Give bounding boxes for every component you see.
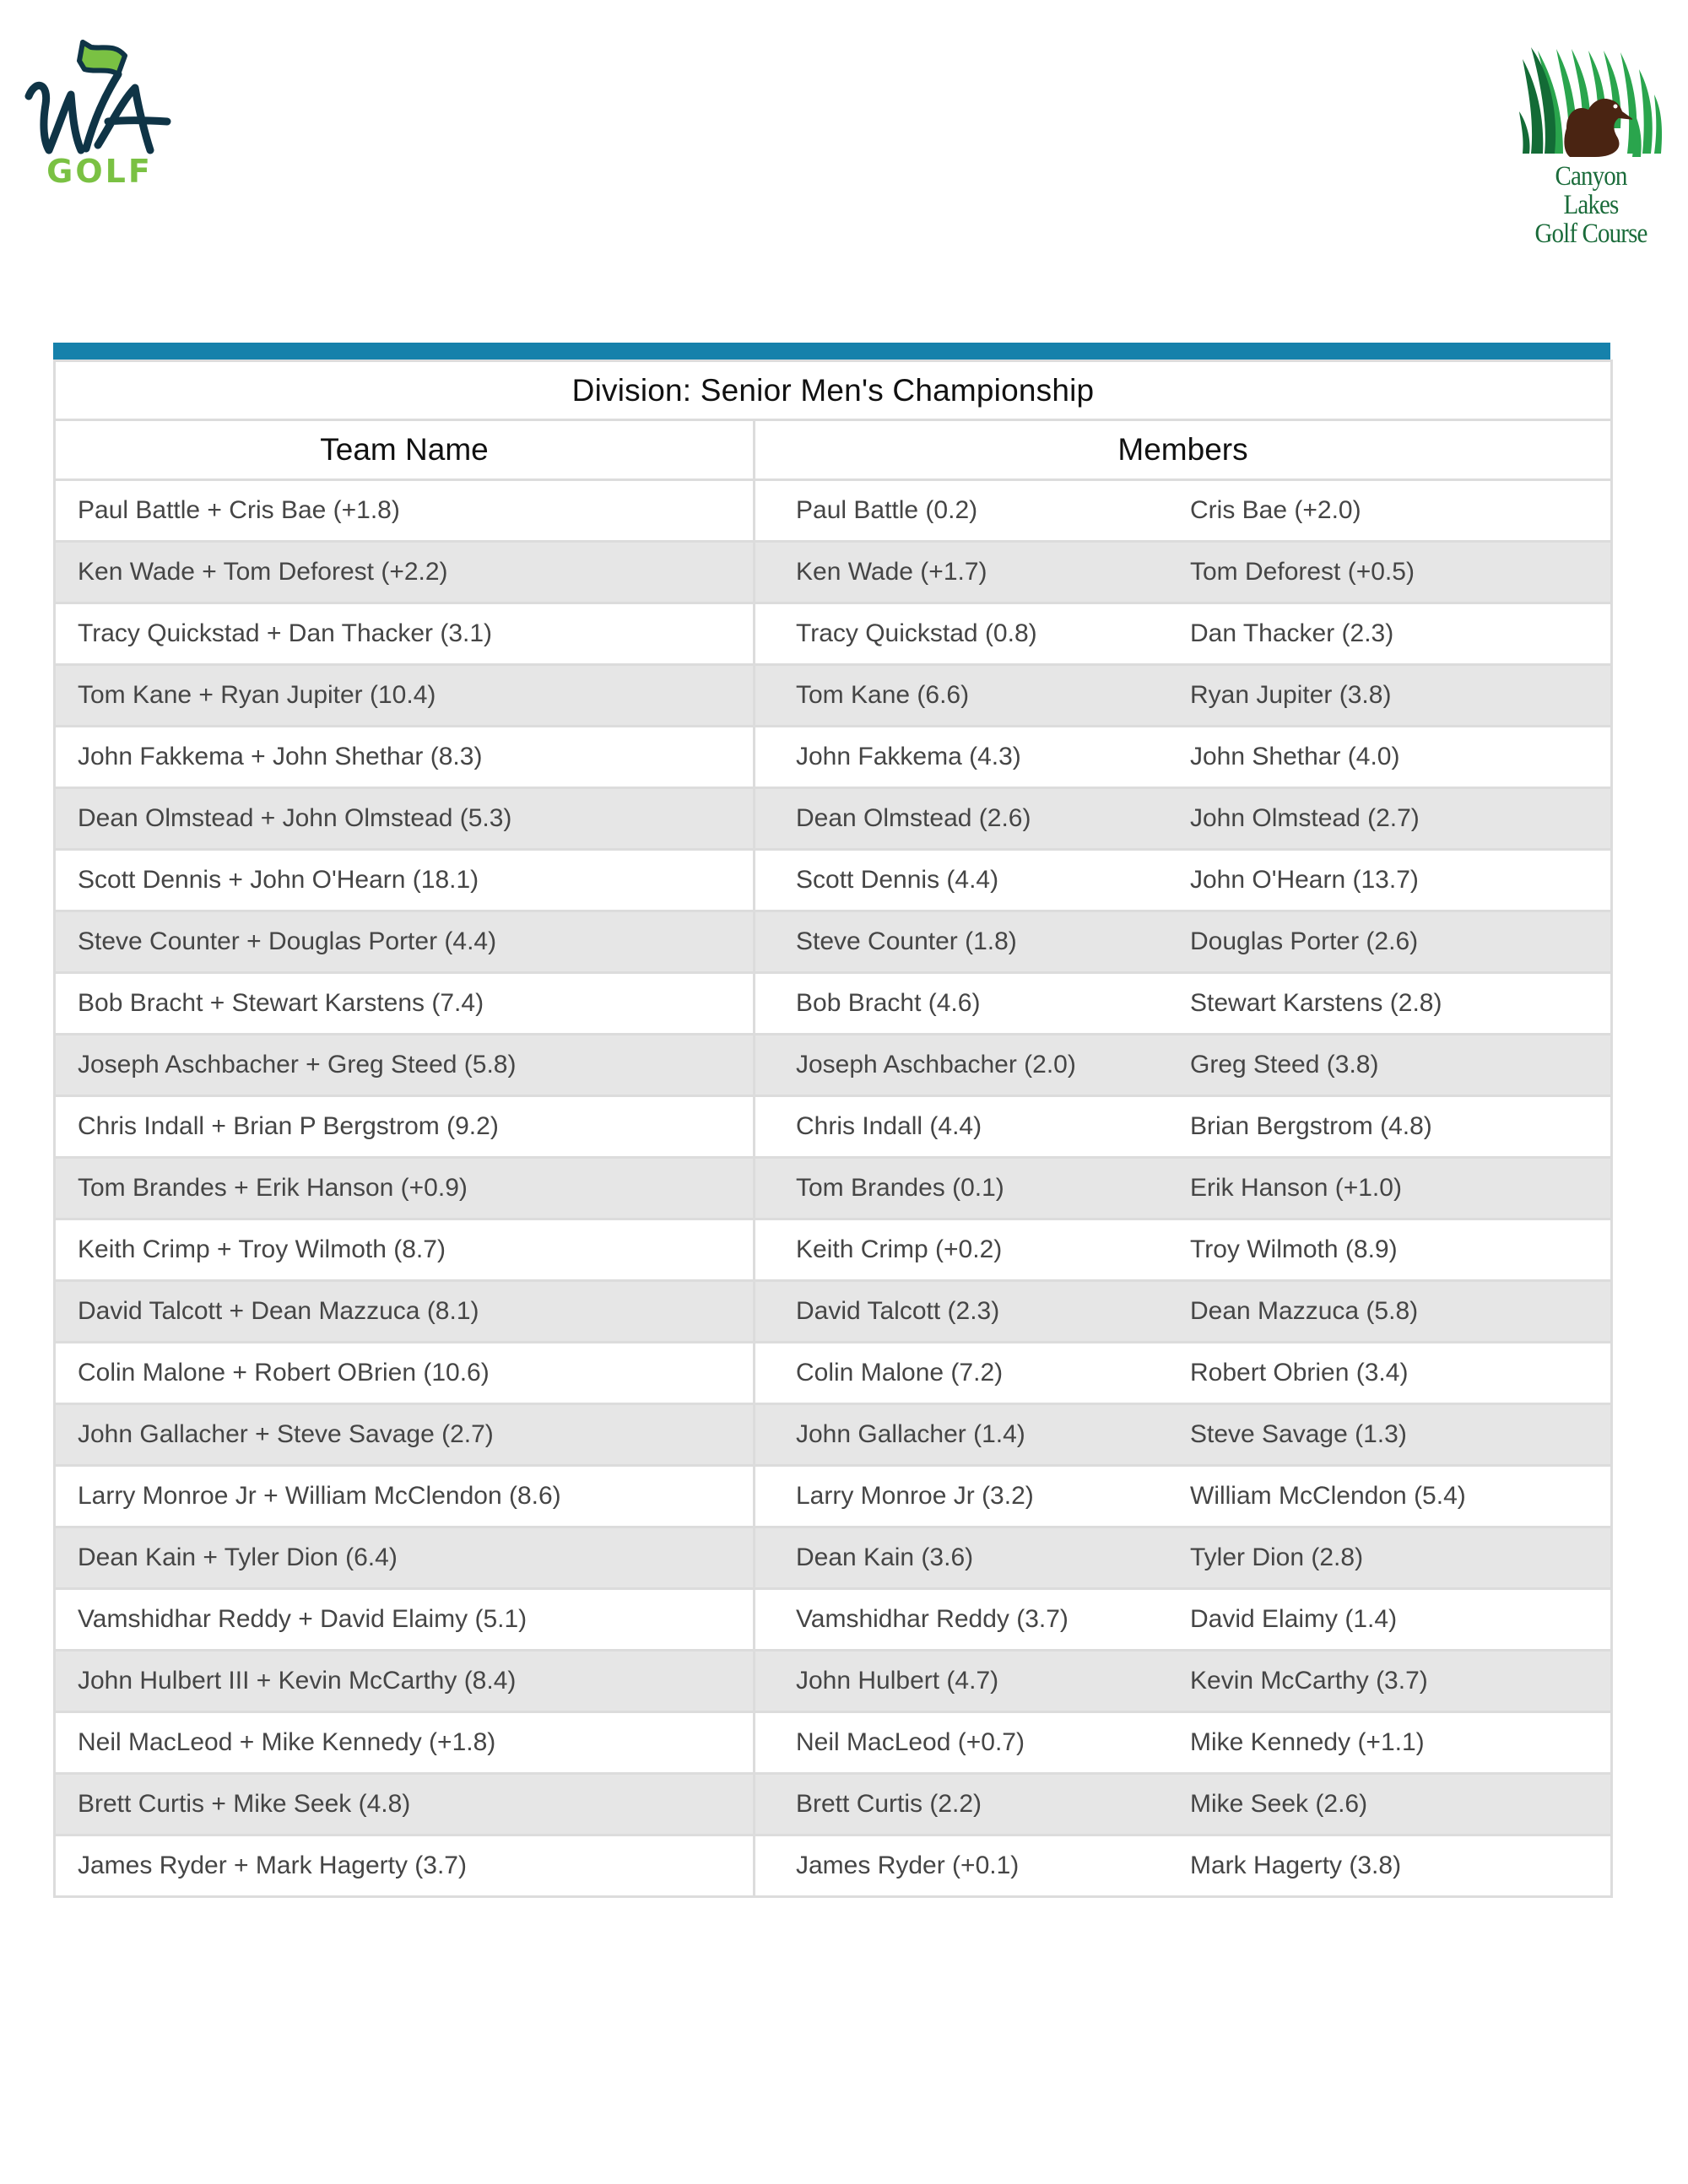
table-row bbox=[55, 1527, 1612, 1589]
member-1: Tom Kane (6.6) bbox=[796, 681, 970, 709]
team-name-cell: Paul Battle + Cris Bae (+1.8) bbox=[55, 480, 755, 542]
members-cell bbox=[755, 1527, 1612, 1589]
table-row bbox=[55, 1466, 1612, 1527]
team-name-cell: Larry Monroe Jr + William McClendon (8.6) bbox=[55, 1466, 755, 1527]
table-row bbox=[55, 542, 1612, 603]
members-cell bbox=[755, 1774, 1612, 1835]
team-name-cell: David Talcott + Dean Mazzuca (8.1) bbox=[55, 1281, 755, 1343]
division-title: Division: Senior Men's Championship bbox=[55, 361, 1612, 420]
member-2: Douglas Porter (2.6) bbox=[1190, 927, 1419, 955]
member-2: Brian Bergstrom (4.8) bbox=[1190, 1112, 1432, 1140]
members-cell bbox=[755, 1281, 1612, 1343]
members-cell bbox=[755, 603, 1612, 665]
member-1: David Talcott (2.3) bbox=[796, 1297, 1000, 1325]
member-1: Chris Indall (4.4) bbox=[796, 1112, 982, 1140]
members-cell bbox=[755, 911, 1612, 973]
team-name-cell: Scott Dennis + John O'Hearn (18.1) bbox=[55, 850, 755, 911]
member-1: Bob Bracht (4.6) bbox=[796, 989, 981, 1017]
table-row bbox=[55, 973, 1612, 1035]
canyon-lakes-line1: Canyon Lakes bbox=[1555, 161, 1627, 220]
member-2: Dean Mazzuca (5.8) bbox=[1190, 1297, 1419, 1325]
members-cell bbox=[755, 1835, 1612, 1897]
members-cell bbox=[755, 542, 1612, 603]
wa-golf-logo-icon bbox=[24, 37, 177, 186]
table-row bbox=[55, 1219, 1612, 1281]
members-cell bbox=[755, 1219, 1612, 1281]
team-name-cell: Vamshidhar Reddy + David Elaimy (5.1) bbox=[55, 1589, 755, 1651]
member-1: Neil MacLeod (+0.7) bbox=[796, 1728, 1025, 1756]
table-row bbox=[55, 911, 1612, 973]
members-cell bbox=[755, 850, 1612, 911]
teams-table bbox=[53, 359, 1613, 1898]
member-2: Greg Steed (3.8) bbox=[1190, 1051, 1379, 1078]
members-cell bbox=[755, 973, 1612, 1035]
member-1: Paul Battle (0.2) bbox=[796, 496, 978, 524]
member-2: Steve Savage (1.3) bbox=[1190, 1420, 1407, 1448]
members-cell bbox=[755, 1466, 1612, 1527]
members-cell bbox=[755, 1712, 1612, 1774]
table-row bbox=[55, 1651, 1612, 1712]
member-2: John O'Hearn (13.7) bbox=[1190, 866, 1419, 894]
canyon-lakes-logo bbox=[1519, 44, 1663, 249]
division-title-row bbox=[55, 361, 1612, 420]
member-2: Kevin McCarthy (3.7) bbox=[1190, 1667, 1428, 1695]
member-1: Steve Counter (1.8) bbox=[796, 927, 1017, 955]
team-name-cell: Tom Brandes + Erik Hanson (+0.9) bbox=[55, 1158, 755, 1219]
member-1: Vamshidhar Reddy (3.7) bbox=[796, 1605, 1069, 1633]
members-cell bbox=[755, 1343, 1612, 1404]
team-name-cell: Neil MacLeod + Mike Kennedy (+1.8) bbox=[55, 1712, 755, 1774]
table-row bbox=[55, 480, 1612, 542]
table-row bbox=[55, 1158, 1612, 1219]
members-cell bbox=[755, 1035, 1612, 1096]
member-1: Colin Malone (7.2) bbox=[796, 1359, 1004, 1387]
member-1: Dean Kain (3.6) bbox=[796, 1543, 974, 1571]
members-cell bbox=[755, 1589, 1612, 1651]
member-2: John Olmstead (2.7) bbox=[1190, 804, 1420, 832]
member-1: Tom Brandes (0.1) bbox=[796, 1174, 1004, 1202]
team-name-cell: Steve Counter + Douglas Porter (4.4) bbox=[55, 911, 755, 973]
table-row bbox=[55, 727, 1612, 788]
team-name-cell: Brett Curtis + Mike Seek (4.8) bbox=[55, 1774, 755, 1835]
team-name-cell: Chris Indall + Brian P Bergstrom (9.2) bbox=[55, 1096, 755, 1158]
member-2: Troy Wilmoth (8.9) bbox=[1190, 1235, 1398, 1263]
members-cell bbox=[755, 1158, 1612, 1219]
table-row bbox=[55, 788, 1612, 850]
member-2: John Shethar (4.0) bbox=[1190, 743, 1400, 770]
team-name-cell: John Hulbert III + Kevin McCarthy (8.4) bbox=[55, 1651, 755, 1712]
team-name-cell: Tracy Quickstad + Dan Thacker (3.1) bbox=[55, 603, 755, 665]
member-1: Keith Crimp (+0.2) bbox=[796, 1235, 1003, 1263]
members-cell bbox=[755, 480, 1612, 542]
member-2: Mike Kennedy (+1.1) bbox=[1190, 1728, 1425, 1756]
table-accent-bar bbox=[53, 343, 1610, 359]
team-name-cell: Bob Bracht + Stewart Karstens (7.4) bbox=[55, 973, 755, 1035]
members-cell bbox=[755, 1404, 1612, 1466]
team-name-cell: John Fakkema + John Shethar (8.3) bbox=[55, 727, 755, 788]
team-name-cell: Ken Wade + Tom Deforest (+2.2) bbox=[55, 542, 755, 603]
member-2: Dan Thacker (2.3) bbox=[1190, 619, 1394, 647]
member-1: Tracy Quickstad (0.8) bbox=[796, 619, 1037, 647]
table-row bbox=[55, 1404, 1612, 1466]
member-2: Erik Hanson (+1.0) bbox=[1190, 1174, 1402, 1202]
member-1: Ken Wade (+1.7) bbox=[796, 558, 987, 586]
member-2: Stewart Karstens (2.8) bbox=[1190, 989, 1442, 1017]
table-row bbox=[55, 1774, 1612, 1835]
member-1: Scott Dennis (4.4) bbox=[796, 866, 999, 894]
members-cell bbox=[755, 1651, 1612, 1712]
team-name-cell: Tom Kane + Ryan Jupiter (10.4) bbox=[55, 665, 755, 727]
member-2: Tyler Dion (2.8) bbox=[1190, 1543, 1364, 1571]
members-cell bbox=[755, 1096, 1612, 1158]
member-2: Robert Obrien (3.4) bbox=[1190, 1359, 1409, 1387]
member-2: Ryan Jupiter (3.8) bbox=[1190, 681, 1392, 709]
member-1: Brett Curtis (2.2) bbox=[796, 1790, 982, 1818]
member-2: Cris Bae (+2.0) bbox=[1190, 496, 1361, 524]
team-name-cell: James Ryder + Mark Hagerty (3.7) bbox=[55, 1835, 755, 1897]
grass-duck-icon bbox=[1519, 44, 1663, 162]
member-1: James Ryder (+0.1) bbox=[796, 1852, 1020, 1879]
member-1: John Gallacher (1.4) bbox=[796, 1420, 1025, 1448]
svg-text:GOLF: GOLF bbox=[46, 153, 153, 186]
team-name-cell: Colin Malone + Robert OBrien (10.6) bbox=[55, 1343, 755, 1404]
team-name-cell: Joseph Aschbacher + Greg Steed (5.8) bbox=[55, 1035, 755, 1096]
table-row bbox=[55, 1589, 1612, 1651]
table-row bbox=[55, 850, 1612, 911]
member-2: Mike Seek (2.6) bbox=[1190, 1790, 1368, 1818]
table-row bbox=[55, 1835, 1612, 1897]
team-name-cell: Dean Kain + Tyler Dion (6.4) bbox=[55, 1527, 755, 1589]
table-row bbox=[55, 1035, 1612, 1096]
header-row bbox=[55, 420, 1612, 480]
table-row bbox=[55, 1712, 1612, 1774]
table-row bbox=[55, 603, 1612, 665]
table-row bbox=[55, 1096, 1612, 1158]
member-2: Mark Hagerty (3.8) bbox=[1190, 1852, 1402, 1879]
table-row bbox=[55, 665, 1612, 727]
member-1: Dean Olmstead (2.6) bbox=[796, 804, 1031, 832]
members-cell bbox=[755, 727, 1612, 788]
member-1: John Hulbert (4.7) bbox=[796, 1667, 999, 1695]
teams-table-container bbox=[53, 343, 1610, 1898]
member-2: Tom Deforest (+0.5) bbox=[1190, 558, 1415, 586]
canyon-lakes-line2: Golf Course bbox=[1534, 219, 1647, 249]
member-1: Larry Monroe Jr (3.2) bbox=[796, 1482, 1034, 1510]
member-1: John Fakkema (4.3) bbox=[796, 743, 1021, 770]
team-name-cell: Dean Olmstead + John Olmstead (5.3) bbox=[55, 788, 755, 850]
table-row bbox=[55, 1281, 1612, 1343]
members-header: Members bbox=[755, 420, 1612, 480]
team-name-cell: John Gallacher + Steve Savage (2.7) bbox=[55, 1404, 755, 1466]
members-cell bbox=[755, 788, 1612, 850]
team-name-cell: Keith Crimp + Troy Wilmoth (8.7) bbox=[55, 1219, 755, 1281]
team-name-header: Team Name bbox=[55, 420, 755, 480]
table-row bbox=[55, 1343, 1612, 1404]
members-cell bbox=[755, 665, 1612, 727]
member-1: Joseph Aschbacher (2.0) bbox=[796, 1051, 1076, 1078]
member-2: William McClendon (5.4) bbox=[1190, 1482, 1466, 1510]
member-2: David Elaimy (1.4) bbox=[1190, 1605, 1398, 1633]
wa-golf-logo bbox=[24, 37, 177, 186]
